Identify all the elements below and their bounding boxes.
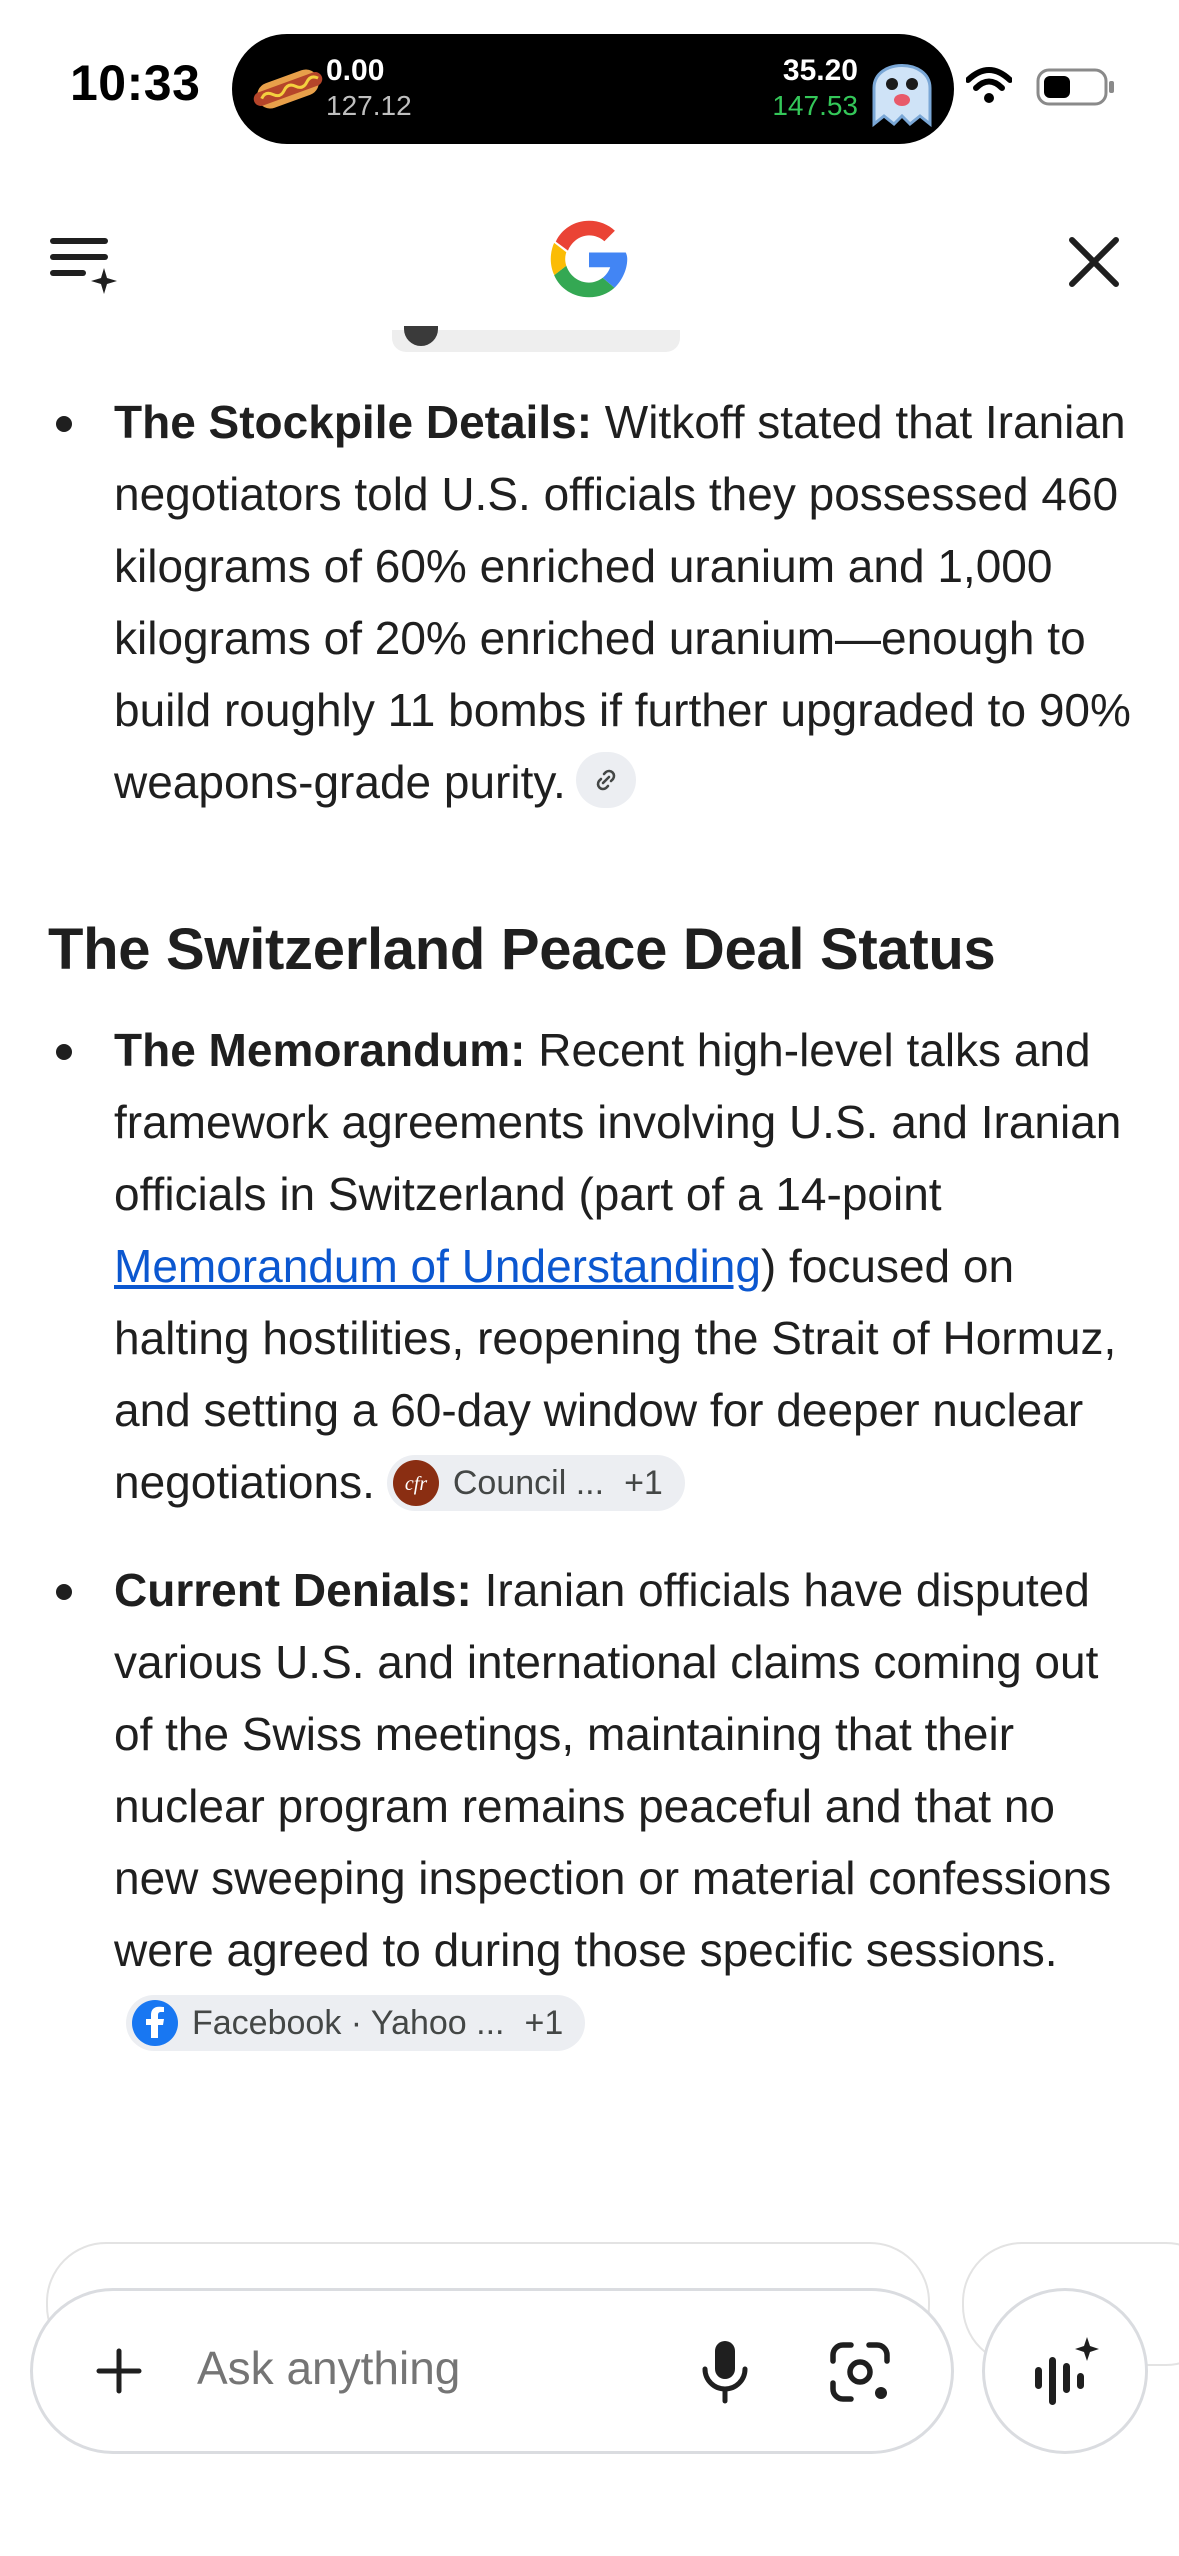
list-item-denials (48, 1554, 1138, 2058)
close-icon[interactable] (1064, 232, 1124, 292)
facebook-icon (132, 2000, 178, 2046)
section-title: The Switzerland Peace Deal Status (48, 917, 996, 982)
item-text: ) focused on halting hostilities, reopening the Strait of Hormuz, and setting a 60-day window for deeper nuclear negotiations. (114, 1240, 1117, 1508)
link-icon (592, 766, 620, 794)
item-text: Recent high-level talks and framework agreements involving U.S. and Iranian officials in Switzerland (part of a 14-point (114, 1024, 1122, 1220)
memorandum-link[interactable]: Memorandum of Understanding (114, 1240, 761, 1292)
ticker-right-sub: 147.53 (772, 90, 858, 121)
list-item-memorandum (48, 1014, 1138, 1518)
chip-more: +1 (624, 1464, 663, 1502)
ghost-icon (866, 48, 938, 130)
live-button[interactable] (982, 2288, 1148, 2454)
mic-icon[interactable] (699, 2337, 751, 2407)
battery-icon (1036, 68, 1116, 106)
scroll-indicator (392, 330, 680, 352)
chip-label: Facebook · Yahoo ... (192, 2004, 505, 2042)
bullet-dot (56, 1044, 72, 1060)
chip-more: +1 (524, 2004, 564, 2042)
ask-input[interactable] (197, 2341, 617, 2395)
chip-label: Council ... (452, 1464, 605, 1502)
item-text: Iranian officials have disputed various U.S. and international claims coming out of the Swiss meetings, maintaining that their nuclear program remains peaceful and that no new sweeping inspection or material confessions were agreed to during those specific sessions. (114, 1564, 1112, 1976)
bullet-dot (56, 1584, 72, 1600)
status-time: 10:33 (70, 55, 201, 111)
ticker-left-value: 0.00 (326, 54, 385, 87)
item-heading: The Stockpile Details: (114, 396, 593, 448)
item-heading: Current Denials: (114, 1564, 472, 1616)
plus-icon[interactable] (91, 2343, 147, 2399)
bullet-dot (56, 416, 72, 432)
list-item-stockpile (48, 386, 1138, 818)
google-g-icon (544, 214, 634, 304)
svg-text:cfr: cfr (404, 1473, 427, 1495)
council-logo-icon (393, 1460, 439, 1506)
hotdog-icon (250, 62, 326, 116)
ticker-right-value: 35.20 (782, 54, 858, 87)
camera-lens-icon[interactable] (827, 2339, 893, 2405)
wifi-icon (966, 66, 1012, 106)
menu-sparkle-icon[interactable] (44, 228, 120, 298)
source-link-chip[interactable] (576, 752, 636, 808)
dynamic-island (232, 34, 954, 144)
ask-bar (30, 2288, 954, 2454)
answer-content (48, 386, 1138, 2058)
source-chip-council[interactable] (387, 1455, 685, 1511)
live-sparkle-icon (1031, 2333, 1105, 2413)
item-text: Witkoff stated that Iranian negotiators told U.S. officials they possessed 460 kilograms of 60% enriched uranium and 1,000 kilograms of 20% enriched uranium—enough to build roughly 11 bombs if further upgraded to 90% weapons-grade purity. (114, 396, 1131, 808)
ticker-left-sub: 127.12 (326, 90, 412, 121)
item-heading: The Memorandum: (114, 1024, 526, 1076)
source-chip-facebook[interactable] (126, 1995, 585, 2051)
